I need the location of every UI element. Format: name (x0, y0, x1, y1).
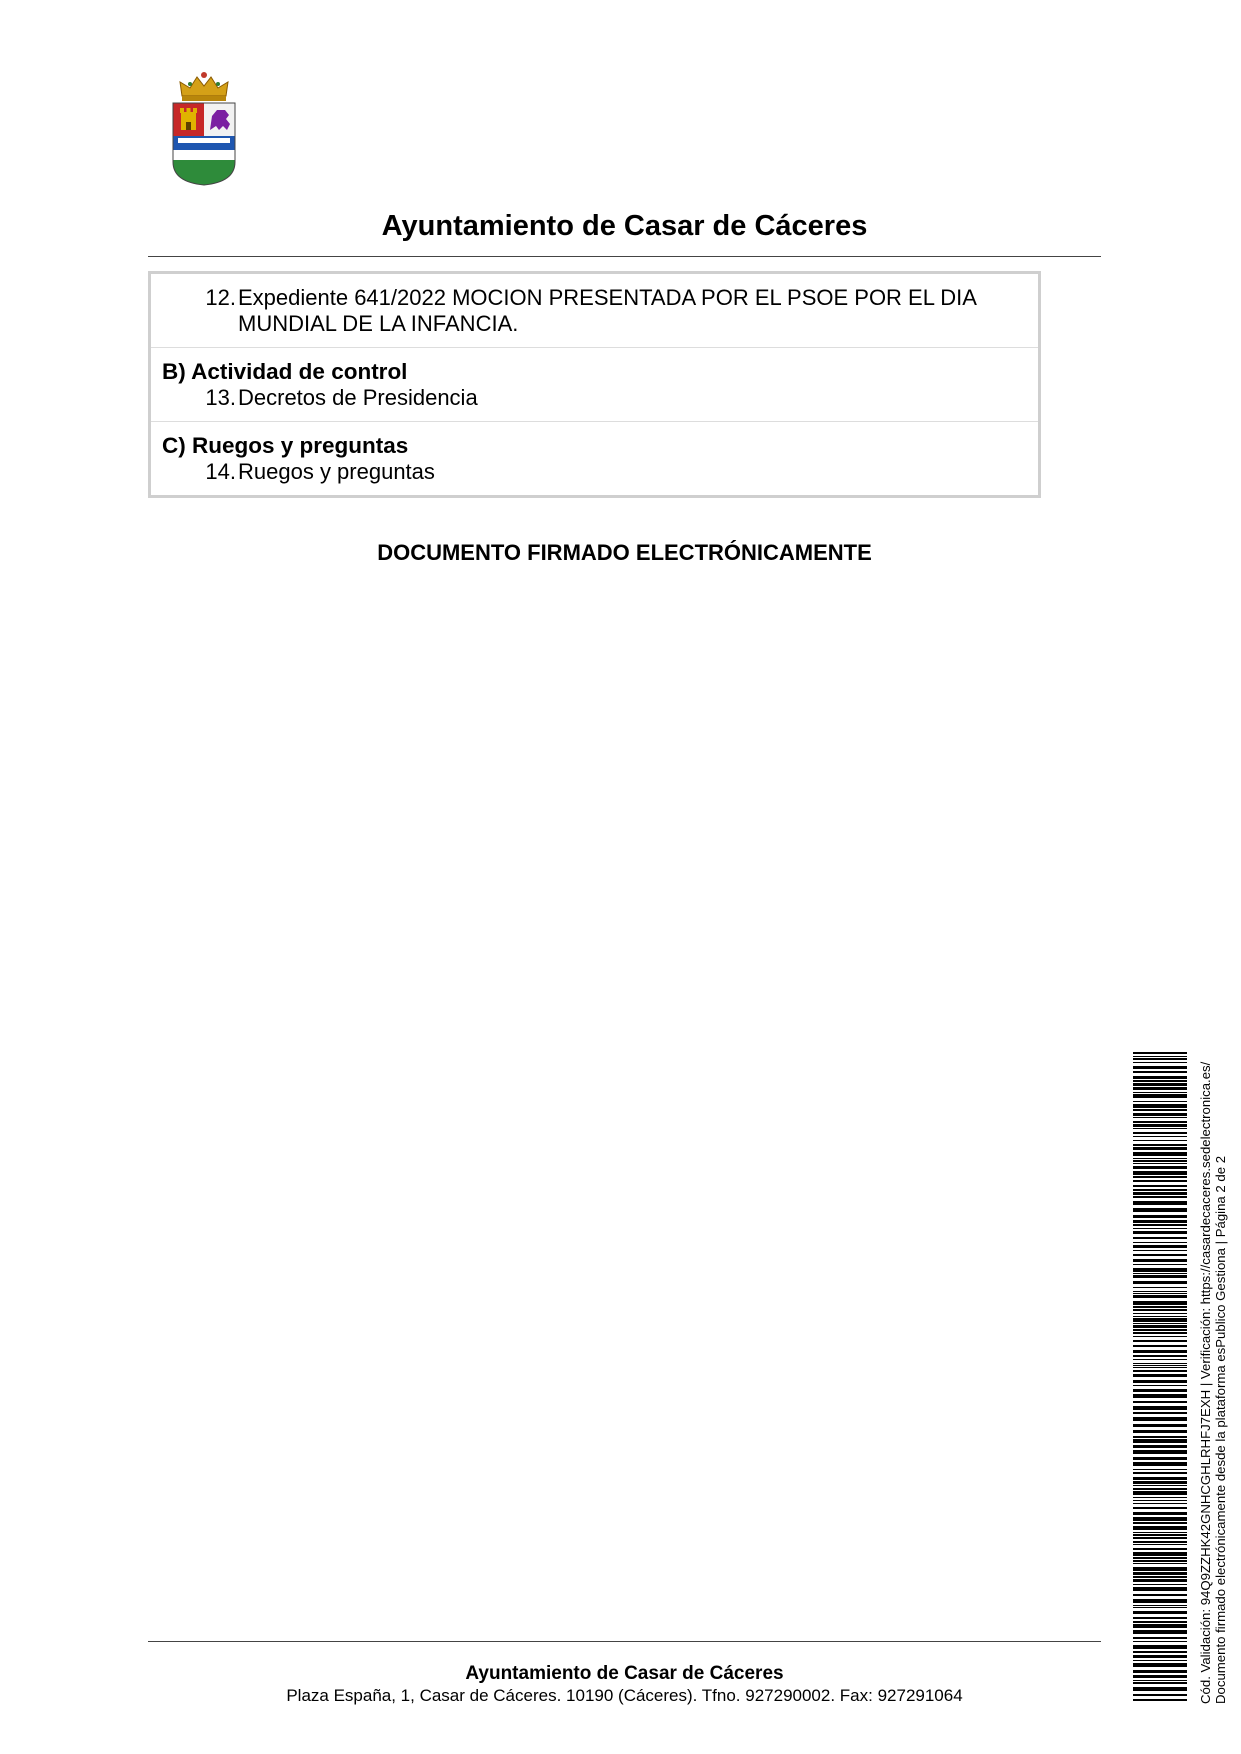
agenda-item-text: Decretos de Presidencia (238, 385, 478, 410)
agenda-section-title: C) Ruegos y preguntas (162, 433, 409, 458)
footer-address: Plaza España, 1, Casar de Cáceres. 10190 (Cáceres). Tfno. 927290002. Fax: 927291064 (286, 1686, 963, 1705)
validation-line-code: Cód. Validación: 94Q9ZZHK42GNHCGHLRHFJ7EXH | Verificación: https://casardecaceres.sedelectronica.es/ (1198, 1061, 1213, 1704)
agenda-item-number: 12. (205, 285, 236, 310)
agenda-table (148, 271, 1041, 498)
validation-stamp (1199, 1052, 1241, 1704)
barcode-icon (1133, 1052, 1187, 1704)
agenda-item-number: 14. (205, 459, 236, 484)
agenda-item (162, 285, 1028, 337)
agenda-row (151, 421, 1038, 495)
agenda-item (162, 385, 1028, 411)
agenda-item-text: Expediente 641/2022 MOCION PRESENTADA POR EL PSOE POR EL DIA MUNDIAL DE LA INFANCIA. (238, 285, 976, 336)
page-title: Ayuntamiento de Casar de Cáceres (381, 210, 868, 242)
municipal-coat-of-arms-icon (170, 72, 238, 188)
agenda-row (151, 274, 1038, 347)
footer-divider (148, 1641, 1101, 1642)
agenda-section-title: B) Actividad de control (162, 359, 408, 384)
signature-note: DOCUMENTO FIRMADO ELECTRÓNICAMENTE (377, 540, 872, 565)
agenda-item-number: 13. (205, 385, 236, 410)
agenda-row (151, 347, 1038, 421)
header-divider (148, 256, 1101, 257)
agenda-item-text: Ruegos y preguntas (238, 459, 435, 484)
validation-line-platform: Documento firmado electrónicamente desde la plataforma esPublico Gestiona | Página 2 de 2 (1212, 1155, 1228, 1704)
agenda-item (162, 459, 1028, 485)
footer-title: Ayuntamiento de Casar de Cáceres (465, 1663, 784, 1684)
